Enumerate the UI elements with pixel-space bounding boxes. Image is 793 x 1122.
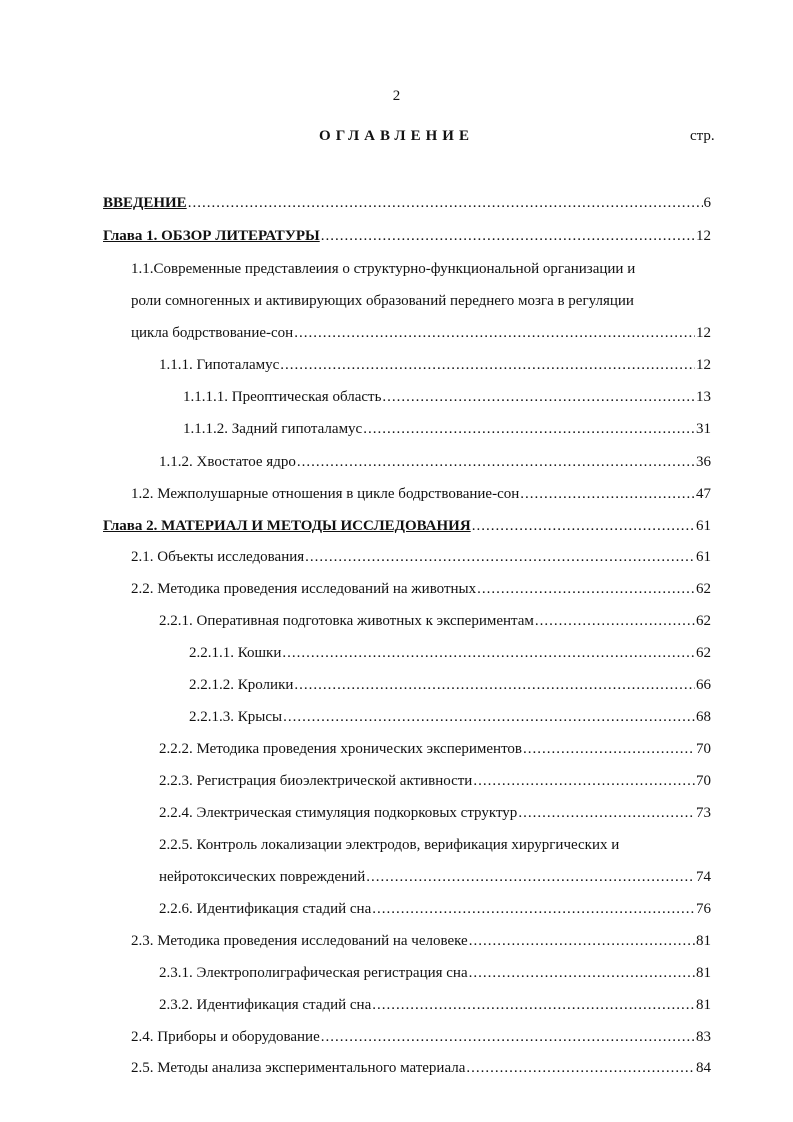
toc-entry-chapter-1 (103, 225, 711, 247)
toc-entry-page: 47 (696, 486, 711, 502)
leader-dots (477, 578, 695, 600)
leader-dots (321, 225, 695, 247)
toc-entry-page: 61 (696, 518, 711, 534)
toc-entry-page: 36 (696, 454, 711, 470)
leader-dots (282, 642, 695, 664)
leader-dots (321, 1026, 695, 1048)
leader-dots (469, 962, 695, 984)
toc-entry-1-1-1 (159, 354, 711, 376)
toc-entry-title: 2.2.1.2. Кролики (189, 677, 294, 693)
toc-entry-title: 2.2.1.1. Кошки (189, 645, 282, 661)
toc-entry-title: 1.1.2. Хвостатое ядро (159, 454, 296, 470)
toc-entry-introduction (103, 192, 711, 214)
toc-entry-page: 81 (696, 933, 711, 949)
toc-entry-title: 2.2. Методика проведения исследований на животных (131, 581, 477, 597)
toc-entry-1-1-1-2 (183, 418, 711, 440)
toc-entry-title: нейротоксических повреждений (159, 869, 366, 885)
toc-entry-2-4 (131, 1026, 711, 1048)
toc-entry-1-2 (131, 483, 711, 505)
toc-entry-2-5 (131, 1057, 711, 1079)
leader-dots (472, 515, 695, 537)
toc-entry-2-2-1-1 (189, 642, 711, 664)
toc-entry-title: 2.2.2. Методика проведения хронических экспериментов (159, 741, 523, 757)
toc-entry-page: 81 (696, 997, 711, 1013)
toc-entry-title: 2.4. Приборы и оборудование (131, 1029, 320, 1045)
toc-entry-page: 6 (703, 195, 711, 211)
leader-dots (188, 192, 703, 214)
toc-entry-page: 31 (696, 421, 711, 437)
toc-entry-title: 2.2.4. Электрическая стимуляция подкорковых структур (159, 805, 518, 821)
toc-entry-page: 62 (696, 613, 711, 629)
toc-entry-2-3-1 (159, 962, 711, 984)
toc-entry-2-2-1-3 (189, 706, 711, 728)
toc-entry-title: 1.2. Межполушарные отношения в цикле бодрствование-сон (131, 486, 520, 502)
leader-dots (280, 354, 695, 376)
leader-dots (469, 930, 695, 952)
leader-dots (372, 898, 695, 920)
toc-entry-page: 66 (696, 677, 711, 693)
toc-entry-title: цикла бодрствование-сон (131, 325, 294, 341)
toc-entry-chapter-2 (103, 515, 711, 537)
toc-entry-page: 12 (696, 325, 711, 341)
toc-entry-page: 81 (696, 965, 711, 981)
toc-entry-page: 76 (696, 901, 711, 917)
toc-entry-2-2 (131, 578, 711, 600)
toc-entry-title: 2.3.1. Электрополиграфическая регистрация сна (159, 965, 468, 981)
toc-entry-title: 1.1.1. Гипоталамус (159, 357, 280, 373)
page-number: 2 (392, 88, 401, 104)
leader-dots (520, 483, 695, 505)
toc-entry-title: 2.1. Объекты исследования (131, 549, 305, 565)
leader-dots (283, 706, 695, 728)
toc-entry-page: 62 (696, 645, 711, 661)
toc-entry-2-2-3 (159, 770, 711, 792)
toc-entry-title: 1.1.1.1. Преоптическая область (183, 389, 382, 405)
toc-entry-title: 1.1.1.2. Задний гипоталамус (183, 421, 363, 437)
leader-dots (305, 546, 695, 568)
toc-entry-page: 70 (696, 773, 711, 789)
toc-entry-2-2-2 (159, 738, 711, 760)
page-title: ОГЛАВЛЕНИЕ (319, 128, 474, 144)
toc-entry-title: ВВЕДЕНИЕ (103, 195, 187, 211)
toc-entry-1-1-2 (159, 451, 711, 473)
toc-entry-page: 73 (696, 805, 711, 821)
toc-entry-page: 68 (696, 709, 711, 725)
toc-entry-page: 13 (696, 389, 711, 405)
toc-entry-page: 12 (696, 228, 711, 244)
leader-dots (363, 418, 695, 440)
toc-entry-page: 61 (696, 549, 711, 565)
toc-entry-title: 2.2.1.3. Крысы (189, 709, 283, 725)
toc-entry-2-2-1-2 (189, 674, 711, 696)
page-column-label: стр. (690, 128, 715, 144)
toc-entry-page: 74 (696, 869, 711, 885)
toc-entry-1-1-line-1: 1.1.Современные представлеиия о структурно-функциональной организации и (131, 261, 636, 277)
toc-entry-title: Глава 2. МАТЕРИАЛ И МЕТОДЫ ИССЛЕДОВАНИЯ (103, 518, 471, 534)
toc-entry-2-3 (131, 930, 711, 952)
toc-entry-2-2-5-line-1: 2.2.5. Контроль локализации электродов, верификация хирургических и (159, 837, 620, 853)
toc-entry-page: 70 (696, 741, 711, 757)
toc-entry-2-2-1 (159, 610, 711, 632)
toc-entry-title: 2.2.6. Идентификация стадий сна (159, 901, 372, 917)
leader-dots (473, 770, 695, 792)
toc-entry-page: 62 (696, 581, 711, 597)
leader-dots (466, 1057, 695, 1079)
toc-entry-title: 2.2.1. Оперативная подготовка животных к экспериментам (159, 613, 534, 629)
toc-entry-2-2-6 (159, 898, 711, 920)
leader-dots (294, 322, 695, 344)
toc-entry-title: 2.5. Методы анализа экспериментального материала (131, 1060, 466, 1076)
leader-dots (518, 802, 695, 824)
toc-entry-title: 2.2.3. Регистрация биоэлектрической активности (159, 773, 473, 789)
toc-entry-title: 2.3. Методика проведения исследований на человеке (131, 933, 468, 949)
toc-entry-title: Глава 1. ОБЗОР ЛИТЕРАТУРЫ (103, 228, 320, 244)
toc-entry-1-1 (131, 322, 711, 344)
toc-entry-2-2-5 (159, 866, 711, 888)
toc-entry-page: 83 (696, 1029, 711, 1045)
toc-entry-1-1-line-2: роли сомногенных и активирующих образований переднего мозга в регуляции (131, 293, 634, 309)
toc-entry-2-3-2 (159, 994, 711, 1016)
toc-entry-page: 84 (696, 1060, 711, 1076)
leader-dots (366, 866, 695, 888)
toc-entry-1-1-1-1 (183, 386, 711, 408)
leader-dots (294, 674, 695, 696)
leader-dots (535, 610, 695, 632)
toc-entry-page: 12 (696, 357, 711, 373)
leader-dots (372, 994, 695, 1016)
toc-entry-2-2-4 (159, 802, 711, 824)
toc-entry-title: 2.3.2. Идентификация стадий сна (159, 997, 372, 1013)
leader-dots (297, 451, 695, 473)
leader-dots (382, 386, 695, 408)
toc-entry-2-1 (131, 546, 711, 568)
leader-dots (523, 738, 695, 760)
